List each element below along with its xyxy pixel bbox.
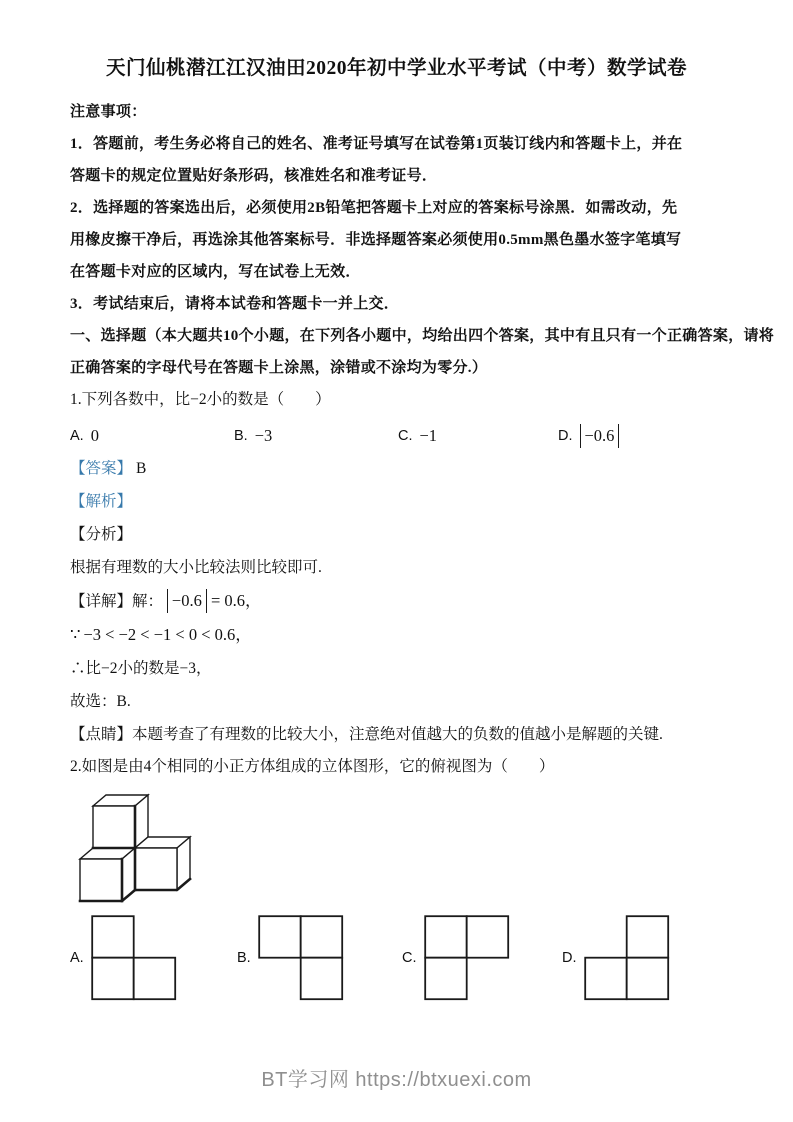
- because-symbol: ∵: [70, 625, 81, 644]
- option-a-top-view-shape: [91, 915, 177, 1001]
- dianjing-line: [70, 718, 723, 751]
- notice-line: 1．答题前，考生务必将自己的姓名、准考证号填写在试卷第1页装订线内和答题卡上，并在: [70, 136, 683, 152]
- question-1-options: [70, 419, 723, 452]
- answer-value: B: [136, 460, 147, 477]
- option-b-label: B.: [234, 427, 248, 444]
- xiangjie-prefix: 解：: [132, 593, 164, 610]
- option-d-label: D.: [562, 950, 577, 966]
- notice-heading: 注意事项：: [70, 104, 147, 120]
- question-2-cube-figure: [76, 785, 723, 907]
- page-title: 天门仙桃潜江江汉油田2020年初中学业水平考试（中考）数学试卷: [105, 58, 687, 79]
- because-line: [70, 618, 723, 652]
- xiangjie-line: [70, 584, 723, 618]
- option-b-top-view-shape: [258, 915, 344, 1001]
- notice-line: 2．选择题的答案选出后，必须使用2B铅笔把答题卡上对应的答案标号涂黑．如需改动，先: [70, 200, 678, 216]
- question-2-option-d: [562, 915, 670, 1001]
- question-2-option-b: [237, 915, 402, 1001]
- option-b-label: B.: [237, 950, 251, 966]
- question-2-option-a: [70, 915, 237, 1001]
- analysis-tag-line: [70, 485, 723, 518]
- notice-line: 答题卡的规定位置贴好条形码，核准姓名和准考证号．: [70, 168, 438, 184]
- option-d-value-absolute: −0.6: [580, 424, 620, 448]
- fenxi-text: 根据有理数的大小比较法则比较即可.: [70, 559, 322, 576]
- section-heading-line: 正确答案的字母代号在答题卡上涂黑，涂错或不涂均为零分.）: [70, 360, 488, 376]
- question-2-option-c: [402, 915, 562, 1001]
- option-c-value: −1: [419, 425, 438, 445]
- option-d-label: D.: [558, 427, 573, 444]
- option-d-top-view-shape: [584, 915, 670, 1001]
- therefore-line: ∴比−2小的数是−3，: [70, 660, 212, 677]
- answer-tag: 【答案】: [70, 460, 133, 477]
- conclusion-line: 故选：B.: [70, 693, 131, 710]
- option-a-value: 0: [90, 425, 99, 445]
- answer-line: [70, 452, 723, 485]
- equation-result: = 0.6，: [210, 591, 262, 610]
- fenxi-tag: 【分析】: [70, 526, 133, 543]
- option-c-top-view-shape: [424, 915, 510, 1001]
- question-1-option-c: [398, 426, 558, 446]
- option-a-label: A.: [70, 950, 84, 966]
- question-1-option-b: [234, 426, 398, 446]
- dianjing-text: 本题考查了有理数的比较大小，注意绝对值越大的负数的值越小是解题的关键.: [132, 726, 663, 743]
- absolute-value-expression: −0.6: [167, 589, 207, 613]
- watermark-footer: BT学习网 https://btxuexi.com: [261, 1069, 532, 1091]
- question-1-stem: 1.下列各数中，比−2小的数是（ ）: [70, 391, 331, 408]
- question-1-option-d: [558, 424, 619, 448]
- dianjing-tag: 【点睛】: [70, 726, 133, 743]
- option-b-value: −3: [254, 425, 273, 445]
- notice-line: 3．考试结束后，请将本试卷和答题卡一并上交．: [70, 296, 400, 312]
- question-2-stem: 2.如图是由4个相同的小正方体组成的立体图形，它的俯视图为（ ）: [70, 758, 555, 775]
- option-c-label: C.: [402, 950, 417, 966]
- question-1-option-a: [70, 426, 234, 446]
- xiangjie-tag: 【详解】: [70, 593, 133, 610]
- question-2-options: [70, 915, 723, 1001]
- section-heading-line: 一、选择题（本大题共10个小题，在下列各小题中，均给出四个答案，其中有且只有一个正确答案，请将: [70, 328, 775, 344]
- notice-line: 在答题卡对应的区域内，写在试卷上无效．: [70, 264, 361, 280]
- inequality-chain: −3 < −2 < −1 < 0 < 0.6，: [83, 625, 252, 644]
- cubes-3d-drawing: [76, 785, 198, 907]
- notice-line: 用橡皮擦干净后，再选涂其他答案标号．非选择题答案必须使用0.5mm黑色墨水签字笔填写: [70, 232, 682, 248]
- option-a-label: A.: [70, 427, 84, 444]
- fenxi-tag-line: [70, 518, 723, 551]
- option-c-label: C.: [398, 427, 413, 444]
- jiexi-tag: 【解析】: [70, 493, 133, 510]
